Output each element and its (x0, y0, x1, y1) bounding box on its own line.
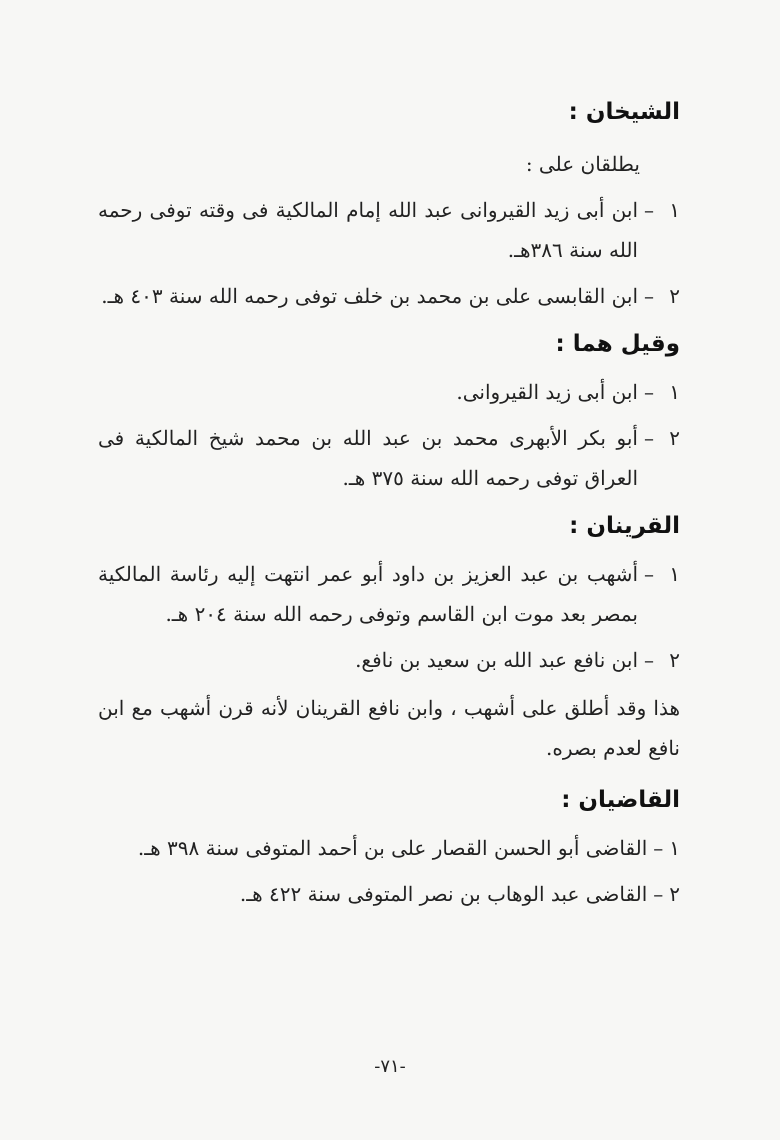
item-text: ابن القابسى على بن محمد بن خلف توفى رحمه الله سنة ٤٠٣ هـ. (101, 284, 638, 308)
item-text: أشهب بن عبد العزيز بن داود أبو عمر انتهت إليه رئاسة المالكية بمصر بعد موت ابن القاسم وتوفى رحمه الله سنة ٢٠٤ هـ. (98, 562, 638, 626)
item-text: ابن أبى زيد القيروانى. (456, 380, 638, 404)
item-dash: – (644, 380, 654, 404)
list-item (98, 372, 680, 412)
item-dash: – (644, 284, 654, 308)
item-number: ٢ (669, 284, 680, 308)
list-item (98, 190, 680, 270)
item-text: ابن أبى زيد القيروانى عبد الله إمام المالكية فى وقته توفى رحمه الله سنة ٣٨٦هـ. (98, 198, 638, 262)
item-number: ١ (669, 562, 680, 586)
page-number: -٧١- (374, 1056, 406, 1077)
item-text: أبو بكر الأبهرى محمد بن عبد الله بن محمد شيخ المالكية فى العراق توفى رحمه الله سنة ٣٧٥ هـ. (98, 426, 638, 490)
heading-shaykhan: الشيخان : (568, 99, 680, 125)
item-dash: – (653, 836, 664, 860)
item-number: ٢ (669, 882, 680, 906)
item-dash: – (653, 882, 664, 906)
note-paragraph: هذا وقد أطلق على أشهب ، وابن نافع القرينان لأنه قرن أشهب مع ابن نافع لعدم بصره. (98, 696, 680, 760)
item-dash: – (644, 562, 654, 586)
item-number: ٢ (669, 648, 680, 672)
heading-qadiyan: القاضيان : (561, 787, 680, 813)
heading-wa-qila-huma: وقيل هما : (555, 331, 680, 357)
item-text: القاضى عبد الوهاب بن نصر المتوفى سنة ٤٢٢ هـ. (239, 882, 648, 906)
item-text: القاضى أبو الحسن القصار على بن أحمد المتوفى سنة ٣٩٨ هـ. (137, 836, 648, 860)
list-item (98, 554, 680, 634)
list-item (98, 874, 680, 914)
page-content (98, 90, 680, 920)
heading-qarinan: القرينان : (569, 513, 680, 539)
list-item (98, 640, 680, 680)
item-dash: – (644, 648, 654, 672)
list-item (98, 418, 680, 498)
item-number: ٢ (669, 426, 680, 450)
item-number: ١ (669, 380, 680, 404)
item-number: ١ (669, 198, 680, 222)
item-dash: – (644, 426, 654, 450)
list-item (98, 276, 680, 316)
item-dash: – (644, 198, 654, 222)
item-number: ١ (669, 836, 680, 860)
intro-shaykhan: يطلقان على : (525, 152, 640, 176)
list-item (98, 828, 680, 868)
item-text: ابن نافع عبد الله بن سعيد بن نافع. (355, 648, 638, 672)
